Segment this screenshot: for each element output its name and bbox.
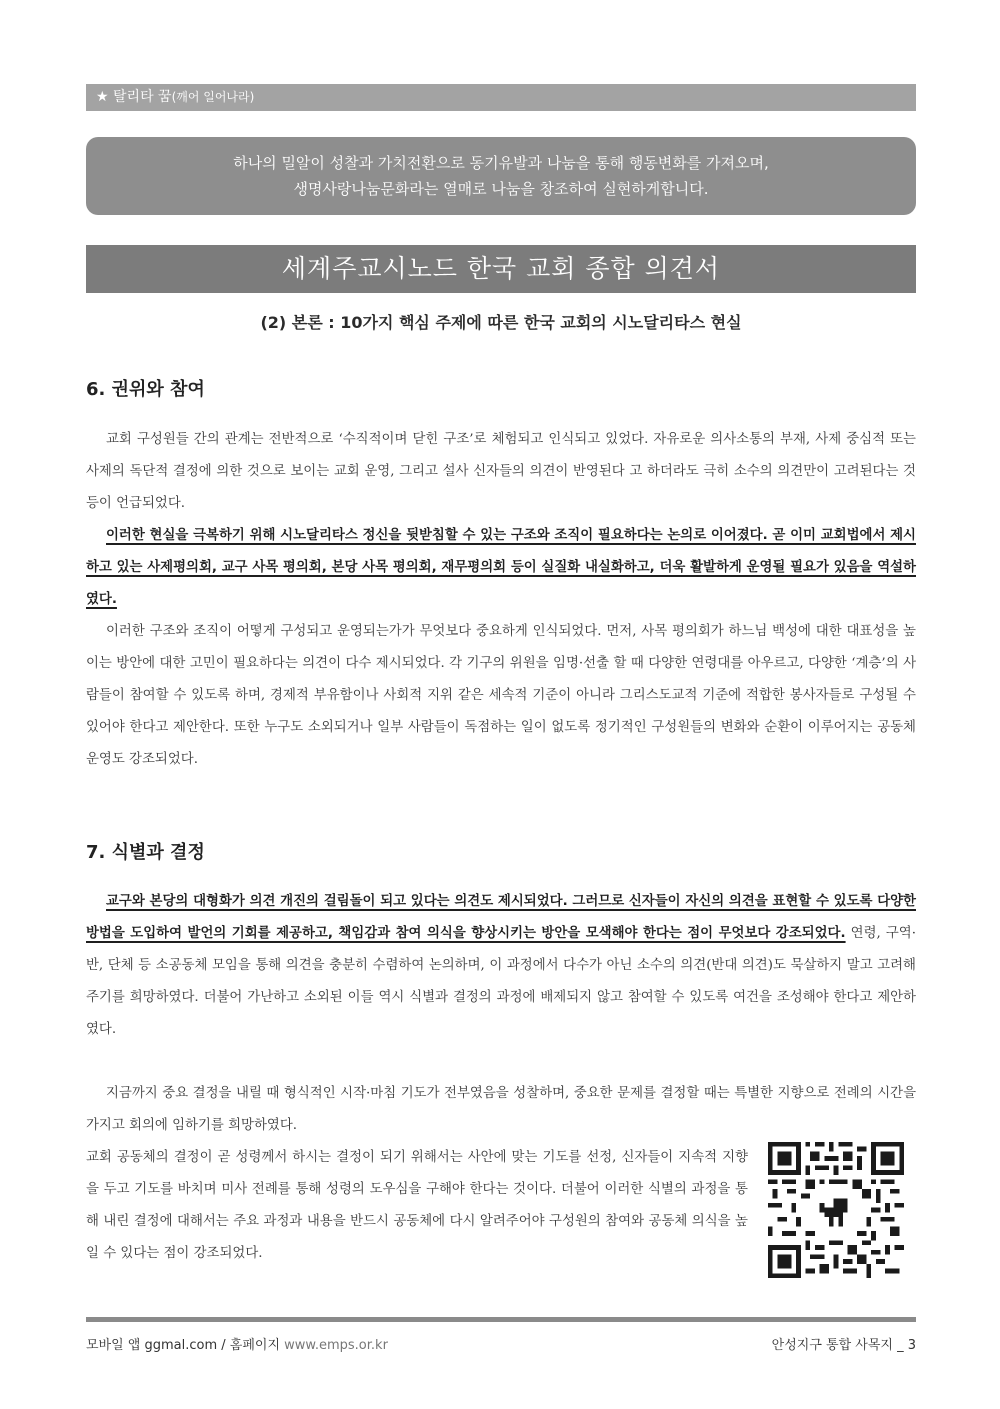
header-bar <box>86 84 916 111</box>
footer-contact <box>86 1334 388 1353</box>
footer-contact-label: 모바일 앱 ggmal.com / 홈페이지 <box>86 1338 285 1353</box>
section-7-heading: 7. 식별과 결정 <box>86 842 205 863</box>
page-subtitle: (2) 본론 : 10가지 핵심 주제에 따른 한국 교회의 시노달리타스 현실 <box>260 313 742 332</box>
footer-divider <box>86 1317 916 1322</box>
section-7-emphasis: 교구와 본당의 대형화가 의견 개진의 걸림돌이 되고 있다는 의견도 제시되었다. 그러므로 신자들이 자신의 의견을 표현할 수 있도록 다양한 방법을 도입하여 발언의 기회를 제공하고, 책임감과 참여 의식을 향상시키는 방안을 모색해야 한다는 점이 무엇보다 강조되었다. <box>86 894 916 941</box>
page-title: 세계주교시노드 한국 교회 종합 의견서 <box>86 245 916 293</box>
section-6-paragraph-1: 교회 구성원들 간의 관계는 전반적으로 ‘수직적이며 닫힌 구조’로 체험되고 인식되고 있었다. 자유로운 의사소통의 부재, 사제 중심적 또는 사제의 독단적 결정에 의한 것으로 보이는 교회 운영, 그리고 설사 신자들의 의견이 반영된다 고 하더라도 극히 소수의 의견만이 고려된다는 것 등이 언급되었다. <box>86 432 916 511</box>
section-7-paragraph-1-rest: 연령, 구역·반, 단체 등 소공동체 모임을 통해 의견을 충분히 수렴하여 논의하며, 이 과정에서 다수가 아닌 소수의 의견(반대 의견)도 묵살하지 말고 고려해 주기를 희망하였다. 더불어 가난하고 소외된 이들 역시 식별과 결정의 과정에 배제되지 않고 참여할 수 있도록 여건을 조성해야 한다고 제안하였다. <box>86 926 916 1037</box>
footer-page-info: 안성지구 통합 사목지 _ 3 <box>771 1338 916 1353</box>
star-icon: ★ <box>96 89 109 105</box>
section-6-heading: 6. 권위와 참여 <box>86 379 205 400</box>
section-6-emphasis: 이러한 현실을 극복하기 위해 시노달리타스 정신을 뒷받침할 수 있는 구조와 조직이 필요하다는 논의로 이어졌다. 곧 이미 교회법에서 제시하고 있는 사제평의회, 교구 사목 평의회, 본당 사목 평의회, 재무평의회 등이 실질화 내실화하고, 더욱 활발하게 운영될 필요가 있음을 역설하였다. <box>86 528 916 607</box>
section-7-paragraph-1 <box>86 886 916 1046</box>
header-subtitle: (깨어 일어나라) <box>171 90 255 104</box>
motto-line-1: 하나의 밀알이 성찰과 가치전환으로 동기유발과 나눔을 통해 행동변화를 가져오며, <box>233 154 769 172</box>
motto-banner <box>86 137 916 215</box>
section-6-paragraph-2 <box>86 520 916 616</box>
header-title: 탈리타 꿈 <box>113 89 172 105</box>
footer-homepage-url: www.emps.or.kr <box>284 1338 388 1353</box>
motto-line-2: 생명사랑나눔문화라는 열매로 나눔을 창조하여 실현하게합니다. <box>293 180 709 198</box>
qr-code <box>768 1142 904 1278</box>
section-7-paragraph-2a: 지금까지 중요 결정을 내릴 때 형식적인 시작·마침 기도가 전부였음을 성찰하며, 중요한 문제를 결정할 때는 특별한 지향으로 전례의 시간을 가지고 회의에 임하기를 희망하였다. <box>86 1086 916 1133</box>
section-6-paragraph-3: 이러한 구조와 조직이 어떻게 구성되고 운영되는가가 무엇보다 중요하게 인식되었다. 먼저, 사목 평의회가 하느님 백성에 대한 대표성을 높이는 방안에 대한 고민이 필요하다는 의견이 다수 제시되었다. 각 기구의 위원을 임명·선출 할 때 다양한 연령대를 아우르고, 다양한 ‘계층’의 사람들이 참여할 수 있도록 하며, 경제적 부유함이나 사회적 지위 같은 세속적 기준이 아니라 그리스도교적 기준에 적합한 봉사자들로 구성될 수 있어야 한다고 제안한다. 또한 누구도 소외되거나 일부 사람들이 독점하는 일이 없도록 정기적인 구성원들의 변화와 순환이 이루어지는 공동체 운영도 강조되었다. <box>86 624 916 767</box>
section-7-paragraph-2b: 교회 공동체의 결정이 곧 성령께서 하시는 결정이 되기 위해서는 사안에 맞는 기도를 선정, 신자들이 지속적 지향을 두고 기도를 바치며 미사 전례를 통해 성령의 도우심을 구해야 한다는 것이다. 더불어 이러한 식별의 과정을 통해 내린 결정에 대해서는 주요 과정과 내용을 반드시 공동체에 다시 알려주어야 구성원의 참여와 공동체 의식을 높일 수 있다는 점이 강조되었다. <box>86 1150 748 1261</box>
